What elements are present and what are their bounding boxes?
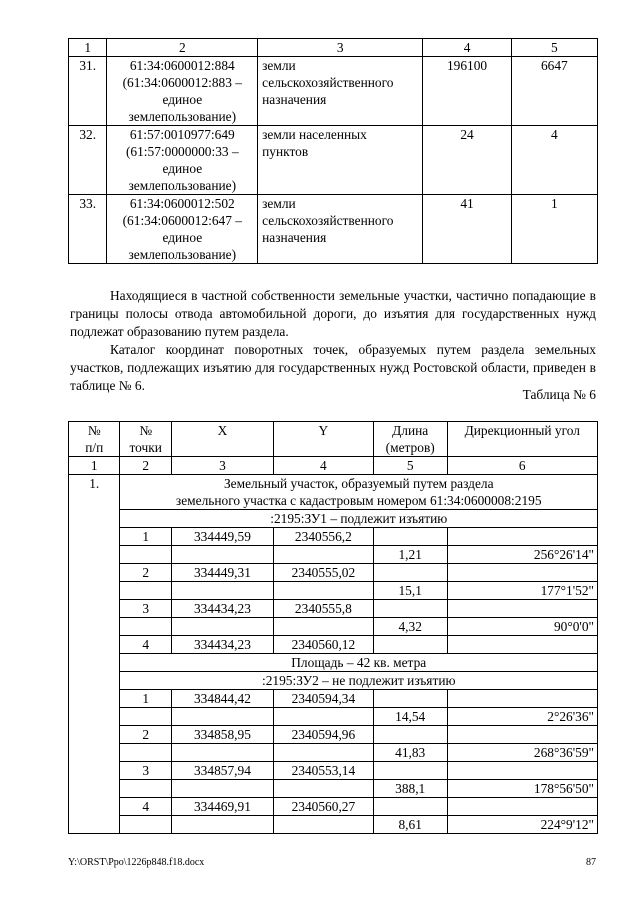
empty-cell: [171, 546, 273, 564]
empty-cell: [171, 780, 273, 798]
segment-angle: 268°36'59": [447, 744, 597, 762]
cadastral-number: 61:34:0600012:502: [129, 196, 235, 211]
area-cell: 41: [423, 195, 511, 264]
row-number: 31.: [69, 57, 107, 126]
category-cell: [258, 195, 423, 264]
x-coord: 334449,31: [171, 564, 273, 582]
plot-title-line: земельного участка с кадастровым номером 61:34:0600008:2195: [175, 493, 542, 508]
cadastral-cell: [107, 126, 258, 195]
y-coord: 2340560,12: [273, 636, 373, 654]
table-row: [69, 195, 598, 264]
point-row: [69, 726, 598, 744]
point-row: [69, 564, 598, 582]
zu1-title-row: [69, 510, 598, 528]
x-coord: 334434,23: [171, 600, 273, 618]
header-text: п/п: [85, 440, 104, 455]
empty-cell: [447, 690, 597, 708]
empty-cell: [373, 762, 447, 780]
empty-cell: [273, 582, 373, 600]
zu2-title: :2195:ЗУ2 – не подлежит изъятию: [120, 672, 598, 690]
y-coord: 2340560,27: [273, 798, 373, 816]
point-number: 1: [120, 528, 171, 546]
col-header: 2: [107, 39, 258, 57]
header-text: №: [139, 423, 153, 438]
empty-cell: [273, 618, 373, 636]
empty-cell: [447, 798, 597, 816]
cadastral-cell: [107, 57, 258, 126]
cadastral-note: землепользование): [128, 178, 237, 193]
header-text: точки: [129, 440, 162, 455]
cadastral-note: единое: [162, 230, 203, 245]
col-number: 4: [273, 457, 373, 475]
x-coord: 334469,91: [171, 798, 273, 816]
category-line: земли: [262, 58, 296, 73]
cadastral-number: 61:34:0600012:884: [129, 58, 235, 73]
category-line: назначения: [262, 92, 327, 107]
point-row: [69, 600, 598, 618]
segment-row: [69, 708, 598, 726]
empty-cell: [373, 600, 447, 618]
category-line: земли населенных: [262, 127, 367, 142]
empty-cell: [120, 780, 171, 798]
table-header-row: [69, 39, 598, 57]
cadastral-note: землепользование): [128, 109, 237, 124]
area-cell: 24: [423, 126, 511, 195]
footer-file-path: Y:\ORST\Ppo\1226p848.f18.docx: [68, 857, 205, 868]
paragraph-partition: Находящиеся в частной собственности земельные участки, частично попадающие в границы полосы отвода автомобильной дороги, до изъятия для государственных нужд подлежат образованию путем раздела.: [70, 288, 596, 339]
col-header: 1: [69, 39, 107, 57]
segment-length: 388,1: [373, 780, 447, 798]
point-number: 3: [120, 762, 171, 780]
segment-angle: 224°9'12": [447, 816, 597, 834]
empty-cell: [171, 618, 273, 636]
cadastral-note: единое: [162, 161, 203, 176]
header-text: (метров): [385, 440, 435, 455]
col-number: 2: [120, 457, 171, 475]
segment-length: 41,83: [373, 744, 447, 762]
col-header: 5: [511, 39, 597, 57]
empty-cell: [273, 744, 373, 762]
point-number: 4: [120, 636, 171, 654]
removal-cell: 6647: [511, 57, 597, 126]
zu1-title: :2195:ЗУ1 – подлежит изъятию: [120, 510, 598, 528]
col-number: 5: [373, 457, 447, 475]
category-line: земли: [262, 196, 296, 211]
col-number: 6: [447, 457, 597, 475]
table-header-row: [69, 422, 598, 457]
cadastral-note: (61:34:0600012:883 –: [122, 75, 242, 90]
segment-angle: 2°26'36": [447, 708, 597, 726]
header-point: [120, 422, 171, 457]
empty-cell: [171, 582, 273, 600]
empty-cell: [373, 636, 447, 654]
x-coord: 334434,23: [171, 636, 273, 654]
empty-cell: [447, 564, 597, 582]
segment-row: [69, 582, 598, 600]
cadastral-note: (61:57:0000000:33 –: [125, 144, 239, 159]
empty-cell: [447, 762, 597, 780]
zu1-area: Площадь – 42 кв. метра: [120, 654, 598, 672]
x-coord: 334858,95: [171, 726, 273, 744]
y-coord: 2340594,96: [273, 726, 373, 744]
segment-row: [69, 744, 598, 762]
segment-length: 1,21: [373, 546, 447, 564]
empty-cell: [171, 816, 273, 834]
table-row: [69, 57, 598, 126]
footer-page-number: 87: [586, 857, 596, 868]
cadastral-note: землепользование): [128, 247, 237, 262]
empty-cell: [273, 780, 373, 798]
empty-cell: [273, 816, 373, 834]
point-row: [69, 636, 598, 654]
category-line: назначения: [262, 230, 327, 245]
point-number: 3: [120, 600, 171, 618]
point-row: [69, 762, 598, 780]
category-line: сельскохозяйственного: [262, 213, 394, 228]
plot-title: [120, 475, 598, 510]
header-text: Длина: [392, 423, 429, 438]
empty-cell: [373, 690, 447, 708]
empty-cell: [447, 528, 597, 546]
segment-length: 14,54: [373, 708, 447, 726]
segment-row: [69, 546, 598, 564]
point-number: 1: [120, 690, 171, 708]
col-header: 3: [258, 39, 423, 57]
segment-angle: 90°0'0": [447, 618, 597, 636]
cadastral-cell: [107, 195, 258, 264]
x-coord: 334857,94: [171, 762, 273, 780]
header-num: [69, 422, 120, 457]
y-coord: 2340556,2: [273, 528, 373, 546]
empty-cell: [120, 744, 171, 762]
table-caption: Таблица № 6: [522, 387, 596, 402]
empty-cell: [120, 582, 171, 600]
area-cell: 196100: [423, 57, 511, 126]
land-plots-table: [68, 38, 598, 264]
segment-row: [69, 618, 598, 636]
empty-cell: [120, 708, 171, 726]
empty-cell: [447, 600, 597, 618]
cadastral-number: 61:57:0010977:649: [129, 127, 235, 142]
removal-cell: 4: [511, 126, 597, 195]
empty-cell: [373, 528, 447, 546]
category-line: пунктов: [262, 144, 309, 159]
segment-angle: 177°1'52": [447, 582, 597, 600]
y-coord: 2340594,34: [273, 690, 373, 708]
plot-title-line: Земельный участок, образуемый путем раздела: [223, 476, 494, 491]
y-coord: 2340553,14: [273, 762, 373, 780]
empty-cell: [373, 564, 447, 582]
plot-title-row: [69, 475, 598, 510]
empty-cell: [373, 726, 447, 744]
category-line: сельскохозяйственного: [262, 75, 394, 90]
empty-cell: [171, 744, 273, 762]
column-number-row: [69, 457, 598, 475]
empty-cell: [273, 546, 373, 564]
segment-length: 4,32: [373, 618, 447, 636]
paragraph-catalog: Каталог координат поворотных точек, образуемых путем раздела земельных участков, подлежащих изъятию для государственных нужд Ростовской области, приведен в таблице № 6.: [70, 342, 596, 393]
empty-cell: [120, 618, 171, 636]
row-number: 1.: [69, 475, 120, 834]
segment-angle: 256°26'14": [447, 546, 597, 564]
coordinates-table: [68, 421, 598, 834]
point-row: [69, 690, 598, 708]
point-row: [69, 528, 598, 546]
header-text: №: [87, 423, 101, 438]
removal-cell: 1: [511, 195, 597, 264]
y-coord: 2340555,8: [273, 600, 373, 618]
segment-length: 8,61: [373, 816, 447, 834]
table-row: [69, 126, 598, 195]
row-number: 33.: [69, 195, 107, 264]
header-length: [373, 422, 447, 457]
empty-cell: [120, 816, 171, 834]
cadastral-note: (61:34:0600012:647 –: [122, 213, 242, 228]
category-cell: [258, 57, 423, 126]
point-row: [69, 798, 598, 816]
empty-cell: [373, 798, 447, 816]
segment-angle: 178°56'50": [447, 780, 597, 798]
col-number: 1: [69, 457, 120, 475]
area-row: [69, 654, 598, 672]
header-angle: Дирекционный угол: [447, 422, 597, 457]
category-cell: [258, 126, 423, 195]
row-number: 32.: [69, 126, 107, 195]
empty-cell: [447, 726, 597, 744]
col-header: 4: [423, 39, 511, 57]
segment-row: [69, 780, 598, 798]
y-coord: 2340555,02: [273, 564, 373, 582]
empty-cell: [120, 546, 171, 564]
segment-length: 15,1: [373, 582, 447, 600]
segment-row: [69, 816, 598, 834]
zu2-title-row: [69, 672, 598, 690]
header-y: Y: [273, 422, 373, 457]
empty-cell: [171, 708, 273, 726]
point-number: 2: [120, 726, 171, 744]
empty-cell: [447, 636, 597, 654]
cadastral-note: единое: [162, 92, 203, 107]
header-x: X: [171, 422, 273, 457]
point-number: 2: [120, 564, 171, 582]
point-number: 4: [120, 798, 171, 816]
x-coord: 334844,42: [171, 690, 273, 708]
empty-cell: [273, 708, 373, 726]
col-number: 3: [171, 457, 273, 475]
x-coord: 334449,59: [171, 528, 273, 546]
